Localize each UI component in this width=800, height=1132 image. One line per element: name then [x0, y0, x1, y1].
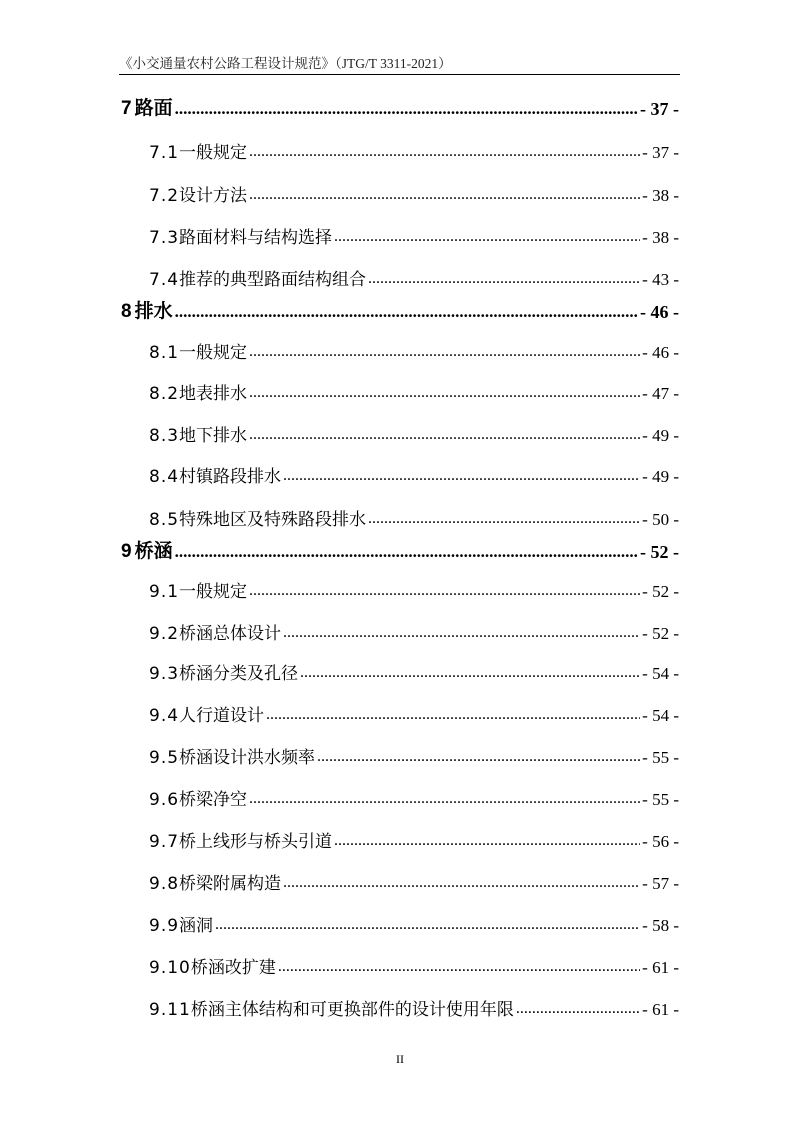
toc-entry-page: - 52 -: [640, 542, 679, 562]
toc-section-entry[interactable]: [0, 264, 800, 290]
toc-entry-page: - 37 -: [640, 99, 679, 119]
dot-leader: [334, 833, 640, 849]
toc-section-entry[interactable]: [0, 180, 800, 206]
toc-entry-title: 推荐的典型路面结构组合: [179, 270, 367, 290]
toc-entry-page: - 55 -: [642, 748, 679, 767]
dot-leader: [249, 344, 640, 360]
toc-entry-number: 9.9: [149, 916, 180, 936]
dot-leader: [516, 1001, 640, 1017]
toc-section-entry[interactable]: [0, 658, 800, 684]
dot-leader: [334, 229, 640, 245]
toc-entry-number: 8.4: [149, 467, 180, 487]
toc-entry-number: 7.4: [149, 270, 180, 290]
toc-chapter-entry[interactable]: [0, 94, 800, 120]
toc-section-entry[interactable]: [0, 700, 800, 726]
toc-entry-title: 特殊地区及特殊路段排水: [179, 510, 367, 530]
toc-entry-title: 桥上线形与桥头引道: [179, 832, 333, 852]
toc-entry-page: - 56 -: [642, 832, 679, 851]
toc-entry-page: - 54 -: [642, 664, 679, 683]
dot-leader: [283, 625, 640, 641]
dot-leader: [175, 100, 638, 117]
toc-entry-title: 排水: [134, 300, 173, 322]
toc-entry-number: 9.3: [149, 664, 180, 684]
dot-leader: [175, 303, 638, 320]
toc-entry-title: 桥涵分类及孔径: [179, 664, 299, 684]
toc-section-entry[interactable]: [0, 952, 800, 978]
toc-entry-title: 一般规定: [179, 143, 248, 163]
toc-entry-title: 路面材料与结构选择: [179, 228, 333, 248]
toc-entry-number: 8.5: [149, 510, 180, 530]
toc-entry-number: 9: [121, 541, 132, 562]
toc-entry-page: - 37 -: [642, 143, 679, 162]
toc-entry-number: 9.6: [149, 790, 180, 810]
toc-entry-page: - 49 -: [642, 467, 679, 486]
dot-leader: [368, 511, 640, 527]
toc-entry-title: 路面: [134, 97, 173, 119]
toc-entry-number: 8: [121, 301, 132, 322]
toc-entry-page: - 50 -: [642, 510, 679, 529]
toc-entry-number: 7.1: [149, 143, 180, 163]
dot-leader: [283, 468, 640, 484]
toc-entry-page: - 46 -: [640, 302, 679, 322]
toc-section-entry[interactable]: [0, 222, 800, 248]
toc-entry-page: - 58 -: [642, 916, 679, 935]
dot-leader: [317, 749, 640, 765]
toc-entry-title: 桥梁净空: [179, 790, 248, 810]
dot-leader: [283, 875, 640, 891]
toc-section-entry[interactable]: [0, 994, 800, 1020]
toc-entry-page: - 47 -: [642, 384, 679, 403]
dot-leader: [266, 707, 640, 723]
toc-entry-number: 9.2: [149, 624, 180, 644]
toc-entry-number: 9.4: [149, 706, 180, 726]
toc-entry-number: 9.11: [149, 1000, 191, 1020]
toc-entry-title: 桥涵: [134, 540, 173, 562]
toc-entry-title: 桥涵设计洪水频率: [179, 748, 316, 768]
toc-entry-title: 地下排水: [179, 426, 248, 446]
toc-section-entry[interactable]: [0, 826, 800, 852]
toc-section-entry[interactable]: [0, 461, 800, 487]
dot-leader: [249, 427, 640, 443]
dot-leader: [249, 791, 640, 807]
running-header: 《小交通量农村公路工程设计规范》（JTG/T 3311-2021）: [119, 56, 452, 71]
toc-entry-title: 人行道设计: [179, 706, 265, 726]
dot-leader: [249, 583, 640, 599]
dot-leader: [175, 543, 638, 560]
toc-section-entry[interactable]: [0, 378, 800, 404]
toc-entry-title: 一般规定: [179, 582, 248, 602]
toc-entry-title: 村镇路段排水: [179, 467, 282, 487]
toc-chapter-entry[interactable]: [0, 537, 800, 563]
toc-entry-page: - 54 -: [642, 706, 679, 725]
toc-section-entry[interactable]: [0, 868, 800, 894]
dot-leader: [368, 271, 640, 287]
toc-entry-number: 7.2: [149, 186, 180, 206]
toc-section-entry[interactable]: [0, 742, 800, 768]
toc-entry-title: 桥涵总体设计: [179, 624, 282, 644]
toc-chapter-entry[interactable]: [0, 297, 800, 323]
toc-section-entry[interactable]: [0, 576, 800, 602]
toc-entry-number: 8.3: [149, 426, 180, 446]
toc-section-entry[interactable]: [0, 337, 800, 363]
toc-entry-number: 8.2: [149, 384, 180, 404]
dot-leader: [278, 959, 640, 975]
toc-entry-number: 7: [121, 98, 132, 119]
toc-entry-title: 地表排水: [179, 384, 248, 404]
toc-entry-page: - 43 -: [642, 270, 679, 289]
toc-entry-page: - 49 -: [642, 426, 679, 445]
toc-entry-number: 7.3: [149, 228, 180, 248]
toc-entry-number: 9.1: [149, 582, 180, 602]
toc-entry-page: - 46 -: [642, 343, 679, 362]
toc-entry-page: - 55 -: [642, 790, 679, 809]
toc-section-entry[interactable]: [0, 618, 800, 644]
page-number: II: [396, 1052, 404, 1066]
toc-entry-number: 9.5: [149, 748, 180, 768]
toc-section-entry[interactable]: [0, 784, 800, 810]
toc-entry-page: - 52 -: [642, 582, 679, 601]
toc-entry-page: - 61 -: [642, 1000, 679, 1019]
dot-leader: [300, 665, 640, 681]
toc-entry-page: - 52 -: [642, 624, 679, 643]
toc-entry-page: - 38 -: [642, 228, 679, 247]
toc-entry-title: 涵洞: [179, 916, 214, 936]
toc-entry-page: - 57 -: [642, 874, 679, 893]
dot-leader: [249, 187, 640, 203]
toc-entry-number: 9.8: [149, 874, 180, 894]
toc-section-entry[interactable]: [0, 504, 800, 530]
toc-section-entry[interactable]: [0, 137, 800, 163]
toc-entry-number: 8.1: [149, 343, 180, 363]
toc-entry-number: 9.7: [149, 832, 180, 852]
dot-leader: [215, 917, 640, 933]
toc-section-entry[interactable]: [0, 910, 800, 936]
toc-entry-number: 9.10: [149, 958, 191, 978]
toc-entry-title: 桥梁附属构造: [179, 874, 282, 894]
toc-entry-title: 设计方法: [179, 186, 248, 206]
toc-entry-title: 一般规定: [179, 343, 248, 363]
toc-entry-title: 桥涵改扩建: [190, 958, 276, 978]
toc-section-entry[interactable]: [0, 420, 800, 446]
toc-entry-title: 桥涵主体结构和可更换部件的设计使用年限: [190, 1000, 514, 1020]
toc-entry-page: - 38 -: [642, 186, 679, 205]
dot-leader: [249, 385, 640, 401]
toc-entry-page: - 61 -: [642, 958, 679, 977]
dot-leader: [249, 144, 640, 160]
